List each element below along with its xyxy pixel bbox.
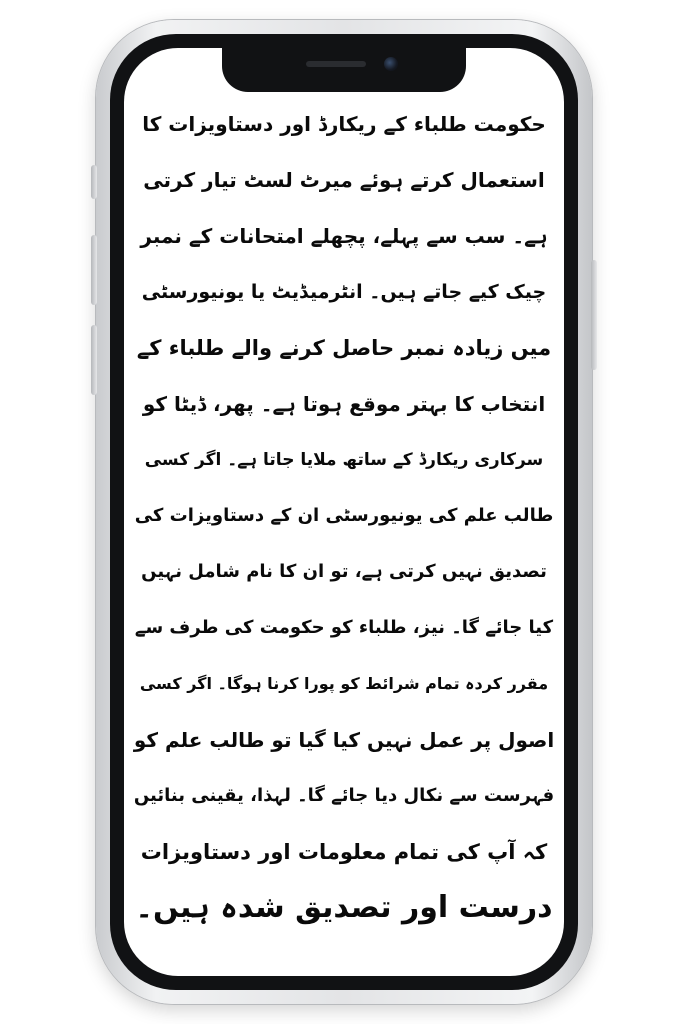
front-camera-icon — [384, 57, 398, 71]
text-line: ہے۔ سب سے پہلے، پچھلے امتحانات کے نمبر — [140, 224, 548, 248]
text-line: کیا جائے گا۔ نیز، طلباء کو حکومت کی طرف سے — [134, 617, 554, 638]
text-line: سرکاری ریکارڈ کے ساتھ ملایا جاتا ہے۔ اگر کسی — [144, 450, 544, 470]
volume-up-button — [91, 235, 97, 305]
volume-down-button — [91, 325, 97, 395]
article-text — [134, 96, 554, 956]
text-line: میں زیادہ نمبر حاصل کرنے والے طلباء کے — [136, 336, 552, 360]
phone-screen — [124, 48, 564, 976]
phone-frame — [96, 20, 592, 1004]
text-line: مقرر کردہ تمام شرائط کو پورا کرنا ہوگا۔ اگر کسی — [139, 674, 549, 693]
text-line: تصدیق نہیں کرتی ہے، تو ان کا نام شامل نہیں — [141, 561, 547, 582]
silent-switch — [91, 165, 97, 199]
text-line: حکومت طلباء کے ریکارڈ اور دستاویزات کا — [142, 112, 546, 136]
power-button — [591, 260, 597, 370]
text-line: کہ آپ کی تمام معلومات اور دستاویزات — [140, 840, 548, 864]
text-line: چیک کیے جاتے ہیں۔ انٹرمیڈیٹ یا یونیورسٹی — [141, 281, 547, 303]
text-line: فہرست سے نکال دیا جائے گا۔ لہذا، یقینی بنائیں — [133, 785, 555, 806]
text-line: اصول پر عمل نہیں کیا گیا تو طالب علم کو — [133, 728, 555, 752]
phone-bezel — [110, 34, 578, 990]
text-line: استعمال کرتے ہوئے میرٹ لسٹ تیار کرتی — [143, 168, 545, 192]
text-line: انتخاب کا بہتر موقع ہوتا ہے۔ پھر، ڈیٹا کو — [142, 392, 546, 416]
speaker-icon — [306, 61, 366, 67]
text-line: درست اور تصدیق شدہ ہیں۔ — [135, 890, 553, 925]
text-line: طالب علم کی یونیورسٹی ان کے دستاویزات کی — [134, 505, 554, 526]
notch — [222, 48, 466, 92]
